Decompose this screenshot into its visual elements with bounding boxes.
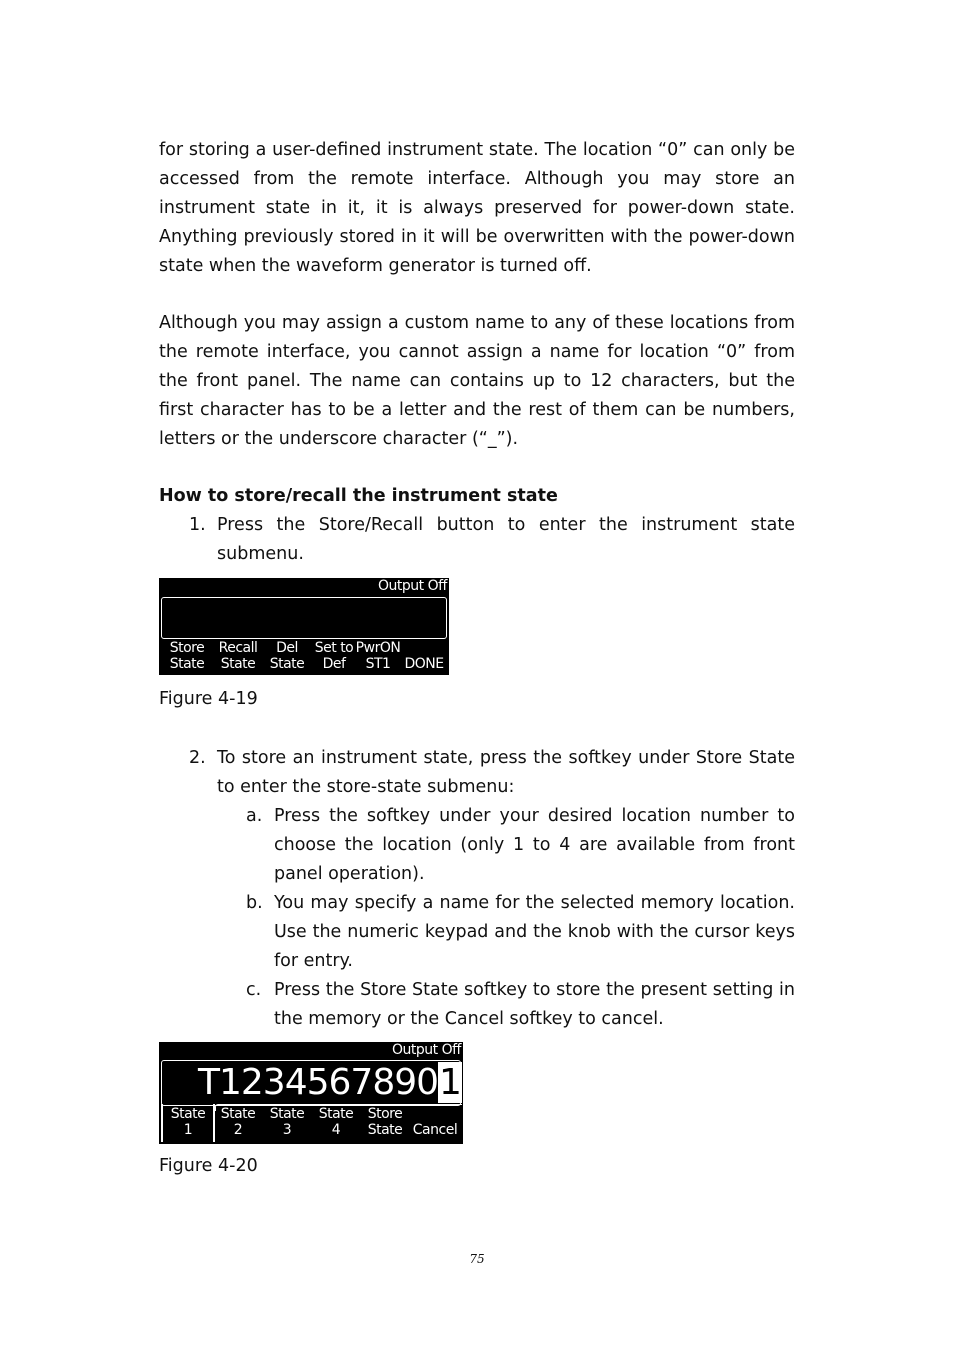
substep-text: Press the softkey under your desired location number to choose the location (only 1 to 4 are available from front panel operation). [274, 806, 795, 884]
substep-letter: b. [246, 893, 263, 913]
paragraph-custom-name: Although you may assign a custom name to any of these locations from the remote interface, you cannot assign a name for location “0” from the front panel. The name can contains up to 12 characters, but the first character has to be a letter and the rest of them can be numbers, letters or the underscore character (“_”). [159, 313, 795, 449]
softkey-state-1[interactable] [165, 1106, 211, 1138]
substep-text: Press the Store State softkey to store the present setting in the memory or the Cancel softkey to cancel. [274, 980, 795, 1029]
substep-a [159, 802, 795, 889]
substep-letter: a. [246, 806, 263, 826]
output-status: Output Off [392, 1042, 461, 1058]
lcd-store-state-menu [159, 1042, 463, 1144]
softkey-label: Cancel [412, 1122, 458, 1138]
figure-caption: Figure 4-20 [159, 1156, 258, 1176]
page-content [159, 136, 795, 1181]
softkey-label: ST1 [365, 656, 391, 672]
softkey-store-state[interactable] [165, 640, 209, 672]
step-text: To store an instrument state, press the softkey under Store State to enter the store-state submenu: [217, 748, 795, 797]
softkey-label: 3 [282, 1122, 292, 1138]
substep-text: You may specify a name for the selected memory location. Use the numeric keypad and the knob with the cursor keys for entry. [274, 893, 795, 971]
softkey-label: State [170, 1106, 206, 1122]
step-number: 2. [189, 748, 206, 768]
output-status: Output Off [378, 578, 447, 594]
softkey-label [409, 1106, 461, 1122]
paragraph-location-zero: for storing a user-defined instrument state. The location “0” can only be accessed from the remote interface. Although you may store an instrument state in it, it is always preserved for power-down state. Anything previously stored in it will be overwritten with the power-down state when the waveform generator is turned off. [159, 140, 795, 276]
figure-caption: Figure 4-19 [159, 689, 258, 709]
softkey-label: Set to [314, 640, 354, 656]
lcd-display-panel [161, 1060, 461, 1106]
text-cursor: 1 [439, 1062, 461, 1103]
softkey-label: 2 [233, 1122, 243, 1138]
softkey-del-state[interactable] [265, 640, 309, 672]
step-1 [159, 511, 795, 569]
softkey-label: State [367, 1122, 403, 1138]
softkey-set-to-def[interactable] [311, 640, 357, 672]
lcd-display-panel [161, 597, 447, 639]
softkey-label: State [220, 1106, 256, 1122]
step-2 [159, 744, 795, 802]
section-heading: How to store/recall the instrument state [159, 486, 558, 506]
softkey-recall-state[interactable] [215, 640, 261, 672]
softkey-label: State [318, 1106, 354, 1122]
softkey-state-3[interactable] [264, 1106, 310, 1138]
state-name-text: T1234567890 [198, 1062, 439, 1103]
softkey-label: State [269, 656, 305, 672]
softkey-label: State [269, 1106, 305, 1122]
lcd-store-recall-menu [159, 578, 449, 675]
softkey-label: State [220, 656, 256, 672]
substep-letter: c. [246, 980, 262, 1000]
softkey-done[interactable] [401, 640, 447, 672]
softkey-label: 4 [331, 1122, 341, 1138]
softkey-label: DONE [404, 656, 444, 672]
softkey-label: Store [367, 1106, 403, 1122]
softkey-label [401, 640, 447, 656]
softkey-store-state[interactable] [361, 1106, 409, 1138]
softkey-label: Recall [218, 640, 258, 656]
softkey-label: 1 [183, 1122, 193, 1138]
softkey-state-2[interactable] [215, 1106, 261, 1138]
state-name-entry[interactable] [198, 1063, 462, 1103]
substep-c [159, 976, 795, 1034]
softkey-label: Store [169, 640, 205, 656]
softkey-bar [165, 640, 447, 674]
softkey-label: PwrON [355, 640, 401, 656]
softkey-label: State [169, 656, 205, 672]
step-text: Press the Store/Recall button to enter the instrument state submenu. [217, 515, 795, 564]
softkey-label: Def [322, 656, 346, 672]
softkey-state-4[interactable] [313, 1106, 359, 1138]
softkey-cancel[interactable] [409, 1106, 461, 1138]
page-number: 75 [469, 1252, 485, 1266]
substep-b [159, 889, 795, 976]
softkey-pwron-st1[interactable] [355, 640, 401, 672]
step-number: 1. [189, 515, 206, 535]
softkey-bar [159, 1104, 463, 1144]
softkey-label: Del [276, 640, 298, 656]
